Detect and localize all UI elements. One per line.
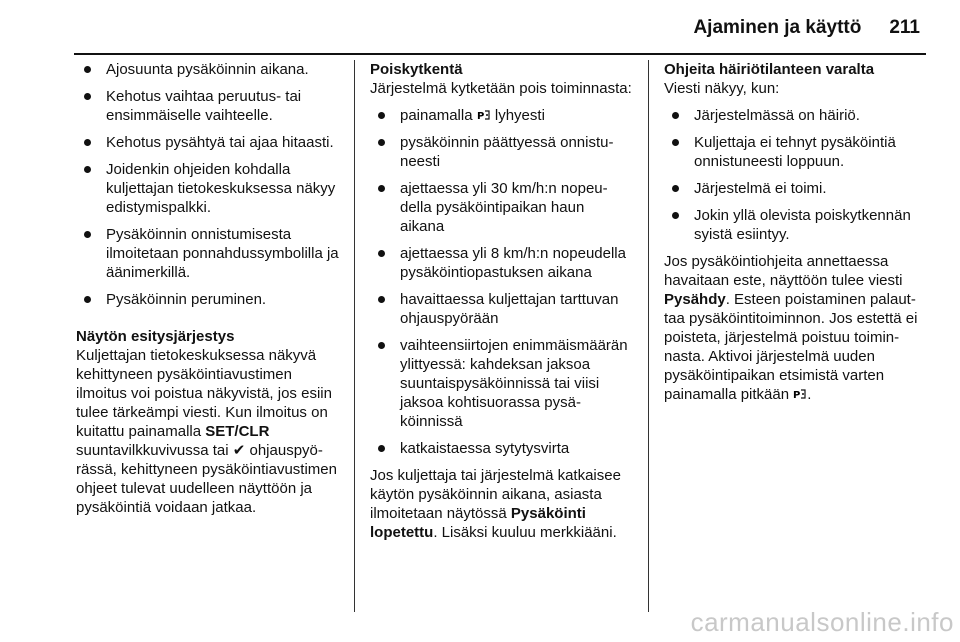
section-heading: Poiskytkentä: [370, 61, 463, 78]
bullet-icon: [378, 342, 385, 349]
list-item: Kehotus vaihtaa peruutus- tai ensimmäiselle vaihteelle.: [76, 87, 342, 125]
intro-text: Viesti näkyy, kun:: [664, 80, 780, 97]
svg-text:P: P: [476, 111, 485, 122]
body-paragraph: Kuljettajan tietokeskuksessa näkyvä kehittyneen pysäköintiavustimen ilmoitus voi poistua näkyvistä, jos esiin tulee tärkeämpi viesti. Kun ilmoitus on kuitattu painamalla SET/CLR suuntavilkkuvivussa tai ✔ ohjauspyörässä, kehittyneen pysäköintiavustimen ohjeet tulevat uudelleen näyttöön ja pysäköintiä voidaan jatkaa.: [76, 347, 337, 516]
section-heading: Ohjeita häiriötilanteen varalta: [664, 61, 875, 78]
bullet-icon: [672, 212, 679, 219]
svg-text:P: P: [793, 390, 801, 401]
list-item: Pysäköinnin peruminen.: [76, 290, 342, 309]
list-item: havaittaessa kuljettajan tarttuvan ohjauspyörään: [370, 290, 632, 328]
list-item: Jokin yllä olevista poiskytkennän syistä esiintyy.: [664, 206, 926, 244]
column-2: [370, 60, 632, 542]
column-divider-1: [354, 60, 355, 612]
header-divider: [74, 53, 926, 55]
fault-list: [664, 106, 926, 244]
list-item: pysäköinnin päättyessä onnistuneesti: [370, 133, 632, 171]
list-item: Kuljettaja ei tehnyt pysäköintiä onnistuneesti loppuun.: [664, 133, 926, 171]
list-item: ajettaessa yli 8 km/h:n nopeudella pysäköintiopastuksen aikana: [370, 244, 632, 282]
section-heading: Näytön esitysjärjestys: [76, 328, 235, 345]
check-icon: ✔: [232, 442, 246, 459]
bullet-icon: [378, 185, 385, 192]
deactivation-list: [370, 106, 632, 458]
bullet-icon: [672, 112, 679, 119]
bullet-icon: [378, 139, 385, 146]
list-item: Järjestelmässä on häiriö.: [664, 106, 926, 125]
list-item: Ajosuunta pysäköinnin aikana.: [76, 60, 342, 79]
list-item: Pysäköinnin onnistumisesta ilmoitetaan ponnahdussymbolilla ja äänimerkillä.: [76, 225, 342, 282]
column-divider-2: [648, 60, 649, 612]
intro-text: Järjestelmä kytketään pois toiminnasta:: [370, 80, 632, 97]
bullet-icon: [378, 296, 385, 303]
bullet-icon: [84, 66, 91, 73]
bullet-icon: [84, 139, 91, 146]
park-assist-icon: [477, 108, 491, 122]
bullet-icon: [378, 250, 385, 257]
bullet-icon: [84, 166, 91, 173]
column-3: [664, 60, 926, 404]
page-header: [693, 6, 920, 50]
list-item: painamalla P lyhyesti: [370, 106, 632, 125]
bullet-icon: [84, 296, 91, 303]
bullet-icon: [672, 185, 679, 192]
bullet-icon: [378, 445, 385, 452]
list-item: ajettaessa yli 30 km/h:n nopeudella pysäköintipaikan haun aikana: [370, 179, 632, 236]
bullet-icon: [378, 112, 385, 119]
list-item: Joidenkin ohjeiden kohdalla kuljettajan tietokeskuksessa näkyy edistymispalkki.: [76, 160, 342, 217]
column-1: [76, 60, 342, 517]
body-paragraph: Jos kuljettaja tai järjestelmä katkaisee käytön pysäköinnin aikana, asiasta ilmoitetaan näytössä Pysäköinti lopetettu. Lisäksi kuuluu merkkiääni.: [370, 467, 621, 541]
park-assist-icon: [793, 387, 807, 401]
bullet-icon: [84, 231, 91, 238]
watermark-text: carmanualsonline.info: [690, 607, 954, 637]
status-list: [76, 60, 342, 309]
section-title: Ajaminen ja käyttö: [693, 17, 862, 38]
list-item: Kehotus pysähtyä tai ajaa hitaasti.: [76, 133, 342, 152]
list-item: katkaistaessa sytytysvirta: [370, 439, 632, 458]
list-item: vaihteensiirtojen enimmäismäärän ylittyessä: kahdeksan jaksoa suuntaispysäköinnissä tai viisi jaksoa kohtisuorassa pysäköinnissä: [370, 336, 632, 431]
bullet-icon: [84, 93, 91, 100]
body-paragraph: Jos pysäköintiohjeita annettaessa havaitaan este, näyttöön tulee viesti Pysähdy. Esteen poistaminen palauttaa pysäköintitoiminnon. Jos estettä ei poisteta, järjestelmä poistuu toiminnasta. Aktivoi järjestelmä uuden pysäköintipaikan etsimistä varten painamalla pitkään P .: [664, 253, 918, 403]
bullet-icon: [672, 139, 679, 146]
page-number: 211: [889, 17, 920, 38]
list-item: Järjestelmä ei toimi.: [664, 179, 926, 198]
